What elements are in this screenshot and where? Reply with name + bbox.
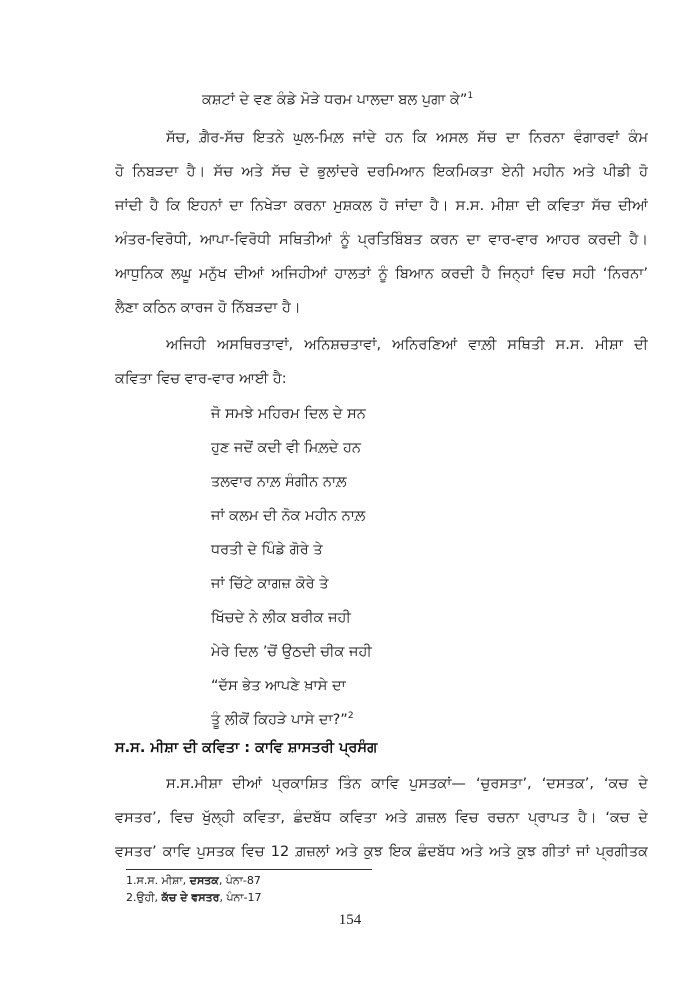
paragraph-line: ਅਜਿਹੀ ਅਸਥਿਰਤਾਵਾਂ, ਅਨਿਸ਼ਚਤਾਵਾਂ, ਅਨਿਰਣਿਆਂ ਵਾਲ਼ੀ ਸਥਿਤੀ ਸ.ਸ. ਮੀਸ਼ਾ ਦੀ [166,337,648,353]
footnote-suffix: , ਪੰਨਾ-17 [219,891,262,904]
page-number: 154 [338,912,362,928]
paragraph-line: ਵਸਤਰ’ ਕਾਵਿ ਪੁਸਤਕ ਵਿਚ 12 ਗ਼ਜ਼ਲਾਂ ਅਤੇ ਕੁਝ ਇਕ ਛੰਦਬੱਧ ਅਤੇ ਅਤੇ ਕੁਝ ਗੀਤਾਂ ਜਾਂ ਪ੍ਰਗੀਤਕ [115,844,648,860]
footnote-prefix: 1.ਸ.ਸ. ਮੀਸ਼ਾ, [126,874,190,887]
poem-line-last [211,710,354,730]
footnote-prefix: 2.ਉਹੀ, [126,891,162,904]
footnote-ref-1: 1 [467,91,474,102]
paragraph-line: ਹੋ ਨਿਬੜਦਾ ਹੈ। ਸੱਚ ਅਤੇ ਸੱਚ ਦੇ ਭੁਲਾਂਦਰੇ ਦਰਮਿਆਨ ਇਕਮਿਕਤਾ ਏਨੀ ਮਹੀਨ ਅਤੇ ਪੀਡੀ ਹੋ [115,164,648,180]
paragraph-line: ਲੈਣਾ ਕਠਿਨ ਕਾਰਜ ਹੋ ਨਿੱਬੜਦਾ ਹੈ। [115,300,301,316]
paragraph-line: ਵਸਤਰ’, ਵਿਚ ਖੁੱਲ੍ਹੀ ਕਵਿਤਾ, ਛੰਦਬੱਧ ਕਵਿਤਾ ਅਤੇ ਗ਼ਜ਼ਲ ਵਿਚ ਰਚਨਾ ਪ੍ਰਾਪਤ ਹੈ। ‘ਕਚ ਦੇ [115,810,648,826]
poem-line: “ਦੱਸ ਭੇਤ ਆਪਣੇ ਖ਼ਾਸੇ ਦਾ [211,678,346,694]
paragraph-line: ਸੱਚ, ਗ਼ੈਰ-ਸੱਚ ਇਤਨੇ ਘੁਲ-ਮਿਲ਼ ਜਾਂਦੇ ਹਨ ਕਿ ਅਸਲ ਸੱਚ ਦਾ ਨਿਰਨਾ ਵੰਗਾਰਵਾਂ ਕੰਮ [166,130,648,146]
poem-line-text: ਤੂੰ ਲੀਕੋਂ ਕਿਹੜੇ ਪਾਸੇ ਦਾ?” [211,712,348,728]
poem-line: ਹੁਣ ਜਦੋਂ ਕਦੀ ਵੀ ਮਿਲ਼ਦੇ ਹਨ [211,440,361,456]
footnote-ref-2: 2 [347,711,354,722]
paragraph-line: ਅੰਤਰ-ਵਿਰੋਧੀ, ਆਪਾ-ਵਿਰੋਧੀ ਸਥਿਤੀਆਂ ਨੂੰ ਪ੍ਰਤਿਬਿੰਬਤ ਕਰਨ ਦਾ ਵਾਰ-ਵਾਰ ਆਹਰ ਕਰਦੀ ਹੈ। [115,232,648,248]
paragraph-line: ਜਾਂਦੀ ਹੈ ਕਿ ਇਹਨਾਂ ਦਾ ਨਿਖੇੜਾ ਕਰਨਾ ਮੁਸ਼ਕਲ ਹੋ ਜਾਂਦਾ ਹੈ। ਸ.ਸ. ਮੀਸ਼ਾ ਦੀ ਕਵਿਤਾ ਸੱਚ ਦੀਆਂ [115,198,648,214]
poem-line: ਜਾਂ ਚਿੱਟੇ ਕਾਗਜ਼ ਕੋਰੇ ਤੇ [211,576,329,592]
paragraph-line: ਸ.ਸ.ਮੀਸ਼ਾ ਦੀਆਂ ਪ੍ਰਕਾਸ਼ਿਤ ਤਿੰਨ ਕਾਵਿ ਪੁਸਤਕਾਂ— ‘ਚੁਰਸਤਾ’, ‘ਦਸਤਕ’, ‘ਕਚ ਦੇ [166,776,648,792]
poem-line: ਜੋ ਸਮਝੇ ਮਹਿਰਮ ਦਿਲ ਦੇ ਸਨ [211,406,366,422]
poem-line: ਖਿੱਚਦੇ ਨੇ ਲੀਕ ਬਰੀਕ ਜਹੀ [211,610,351,626]
poem-line: ਤਲਵਾਰ ਨਾਲ਼ ਸੰਗੀਨ ਨਾਲ਼ [211,474,347,490]
poem-line: ਮੇਰੇ ਦਿਲ ’ਚੋਂ ਉਠਦੀ ਚੀਕ ਜਹੀ [211,644,372,660]
footnote-2 [126,891,262,905]
footnote-suffix: , ਪੰਨਾ-87 [218,874,261,887]
footnote-title: ਦਸਤਕ [189,874,219,887]
footnote-divider [126,869,372,870]
quote-tail [202,90,473,110]
footnote-title: ਕੱਚ ਦੇ ਵਸਤਰ [161,891,220,904]
poem-line: ਧਰਤੀ ਦੇ ਪਿੰਡੇ ਗੋਰੇ ਤੇ [211,542,323,558]
poem-line: ਜਾਂ ਕਲਮ ਦੀ ਨੋਕ ਮਹੀਨ ਨਾਲ਼ [211,508,366,524]
paragraph-line: ਕਵਿਤਾ ਵਿਚ ਵਾਰ-ਵਾਰ ਆਈ ਹੈ: [115,371,287,387]
section-heading: ਸ.ਸ. ਮੀਸ਼ਾ ਦੀ ਕਵਿਤਾ : ਕਾਵਿ ਸ਼ਾਸਤਰੀ ਪ੍ਰਸੰਗ [115,740,378,756]
quote-tail-text: ਕਸ਼ਟਾਂ ਦੇ ਵਣ ਕੰਡੇ ਮੋੜੇ ਧਰਮ ਪਾਲਦਾ ਬਲ ਪੁਗਾ ਕੇ” [202,92,468,108]
footnote-1 [126,874,261,888]
paragraph-line: ਆਧੁਨਿਕ ਲਘੂ ਮਨੁੱਖ ਦੀਆਂ ਅਜਿਹੀਆਂ ਹਾਲਤਾਂ ਨੂੰ ਬਿਆਨ ਕਰਦੀ ਹੈ ਜਿਨ੍ਹਾਂ ਵਿਚ ਸਹੀ ‘ਨਿਰਨਾ’ [115,266,648,282]
